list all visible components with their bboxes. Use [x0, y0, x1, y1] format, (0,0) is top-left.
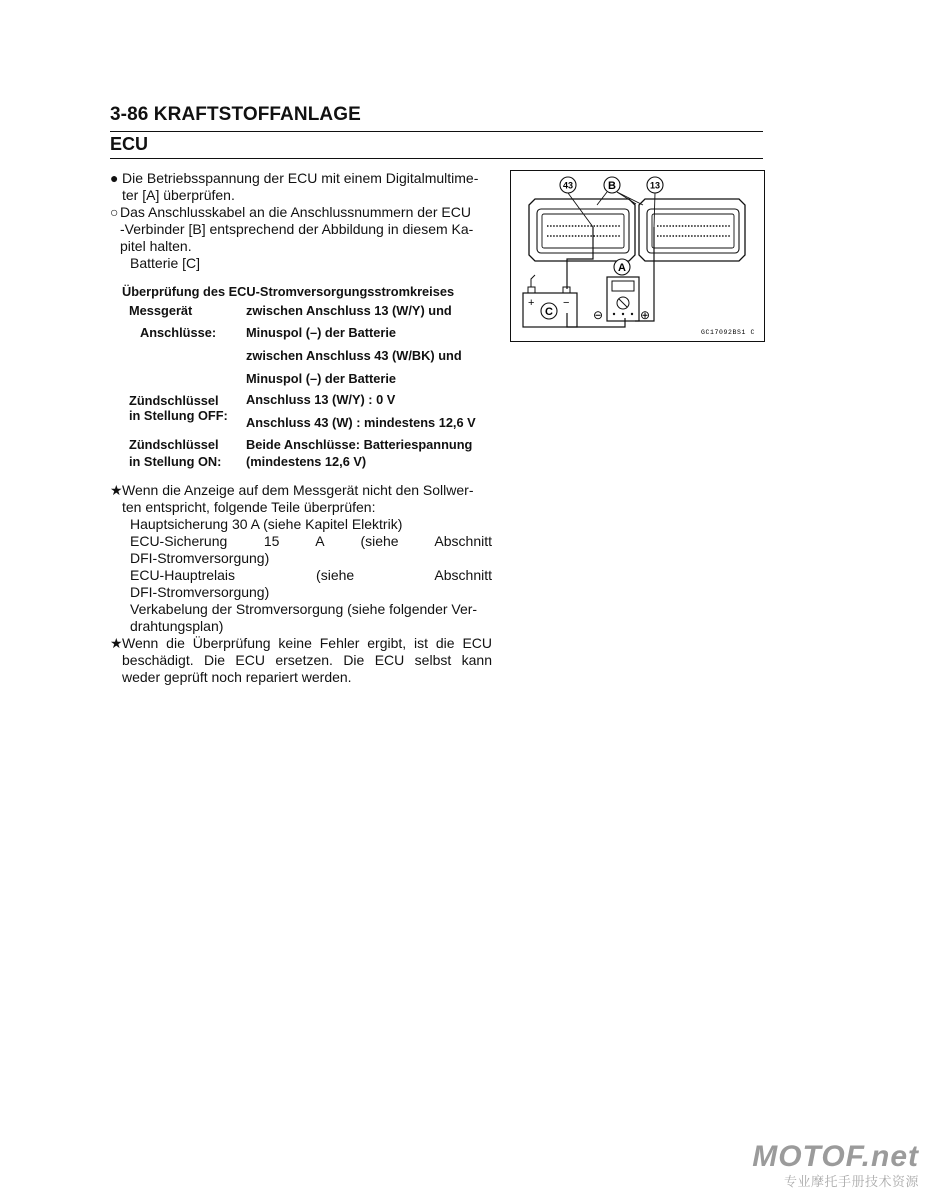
check-item: Verkabelung der Stromversorgung (siehe folgender Ver-: [130, 601, 478, 617]
star-symbol: ★: [110, 635, 123, 651]
callout-13-label: 13: [649, 180, 661, 191]
spec-label-off: Zündschlüssel: [129, 393, 219, 408]
meter-plus: ⊕: [640, 308, 651, 322]
text-line: pitel halten.: [120, 238, 192, 254]
header-rule: [110, 131, 763, 132]
text-line: Die Betriebsspannung der ECU mit einem Digitalmultime-: [122, 170, 479, 186]
battery-minus: −: [563, 297, 570, 309]
bullet-symbol: ○: [110, 204, 119, 220]
watermark-tagline: 专业摩托手册技术资源: [783, 1174, 919, 1189]
watermark-logo: MOTOF.net: [752, 1140, 919, 1173]
callout-B: [604, 177, 620, 193]
spec-label-connections: Anschlüsse:: [140, 325, 217, 340]
callout-C-label: C: [545, 306, 553, 318]
spec-title: Überprüfung des ECU-Stromversorgungsstromkreises: [122, 284, 455, 299]
spec-label-on: in Stellung ON:: [129, 454, 222, 469]
check-item: DFI-Stromversorgung): [130, 584, 270, 600]
text-line: Wenn die Anzeige auf dem Messgerät nicht den Sollwer-: [122, 482, 474, 498]
spec-label-on: Zündschlüssel: [129, 437, 219, 452]
spec-off-value: Anschluss 43 (W) : mindestens 12,6 V: [246, 415, 476, 430]
spec-meter-line: zwischen Anschluss 43 (W/BK) und: [246, 348, 462, 363]
bullet-item: [110, 204, 492, 221]
text-line: Wenn die Überprüfung keine Fehler ergibt, ist die ECU: [122, 635, 492, 651]
check-item: drahtungsplan): [130, 618, 224, 634]
callout-A-label: A: [618, 262, 626, 274]
spec-on-value: Beide Anschlüsse: Batteriespannung: [246, 437, 473, 452]
battery: [523, 275, 577, 327]
spec-off-value: Anschluss 13 (W/Y) : 0 V: [246, 392, 396, 407]
meter-minus: ⊖: [593, 308, 604, 322]
battery-plus: +: [528, 297, 535, 309]
spec-on-value: (mindestens 12,6 V): [246, 454, 367, 469]
ecu-wiring-figure: [510, 170, 765, 342]
figure-svg: [511, 171, 764, 341]
check-item: ECU-Hauptrelais (siehe Abschnitt: [130, 567, 492, 583]
text-line: weder geprüft noch repariert werden.: [122, 669, 352, 685]
figure-code: GC17092BS1 C: [700, 329, 755, 336]
text-line: -Verbinder [B] entsprechend der Abbildung in diesem Ka-: [120, 221, 474, 237]
battery-reference: Batterie [C]: [130, 255, 201, 271]
text-line: ter [A] überprüfen.: [122, 187, 235, 203]
callout-B-label: B: [608, 180, 616, 192]
site-watermark: [752, 1140, 919, 1190]
check-item: ECU-Sicherung 15 A (siehe Abschnitt: [130, 533, 492, 549]
callout-13: [647, 177, 663, 193]
spec-label-off: in Stellung OFF:: [129, 408, 228, 423]
check-item: Hauptsicherung 30 A (siehe Kapitel Elektrik): [130, 516, 403, 532]
multimeter: [593, 259, 650, 322]
spec-meter-line: zwischen Anschluss 13 (W/Y) und: [246, 303, 452, 318]
star-item: [110, 482, 492, 499]
callout-43-label: 43: [562, 180, 574, 191]
spec-label-meter: Messgerät: [129, 303, 193, 318]
text-line: beschädigt. Die ECU ersetzen. Die ECU selbst kann: [122, 652, 492, 668]
callout-43: [560, 177, 576, 193]
text-line: ten entspricht, folgende Teile überprüfen:: [122, 499, 376, 515]
bullet-symbol: ●: [110, 170, 119, 186]
spec-meter-line: Minuspol (–) der Batterie: [246, 325, 397, 340]
bullet-item: [110, 170, 492, 187]
section-title: ECU: [110, 134, 149, 154]
intro-block: [110, 170, 492, 272]
check-item: DFI-Stromversorgung): [130, 550, 270, 566]
page-title: 3-86 KRAFTSTOFFANLAGE: [110, 104, 361, 125]
troubleshoot-block: [110, 482, 492, 686]
connector-left: [529, 199, 635, 261]
section-rule: [110, 158, 763, 159]
star-symbol: ★: [110, 482, 123, 498]
spec-meter-line: Minuspol (–) der Batterie: [246, 371, 397, 386]
star-item: [110, 635, 492, 652]
text-line: Das Anschlusskabel an die Anschlussnummern der ECU: [120, 204, 471, 220]
